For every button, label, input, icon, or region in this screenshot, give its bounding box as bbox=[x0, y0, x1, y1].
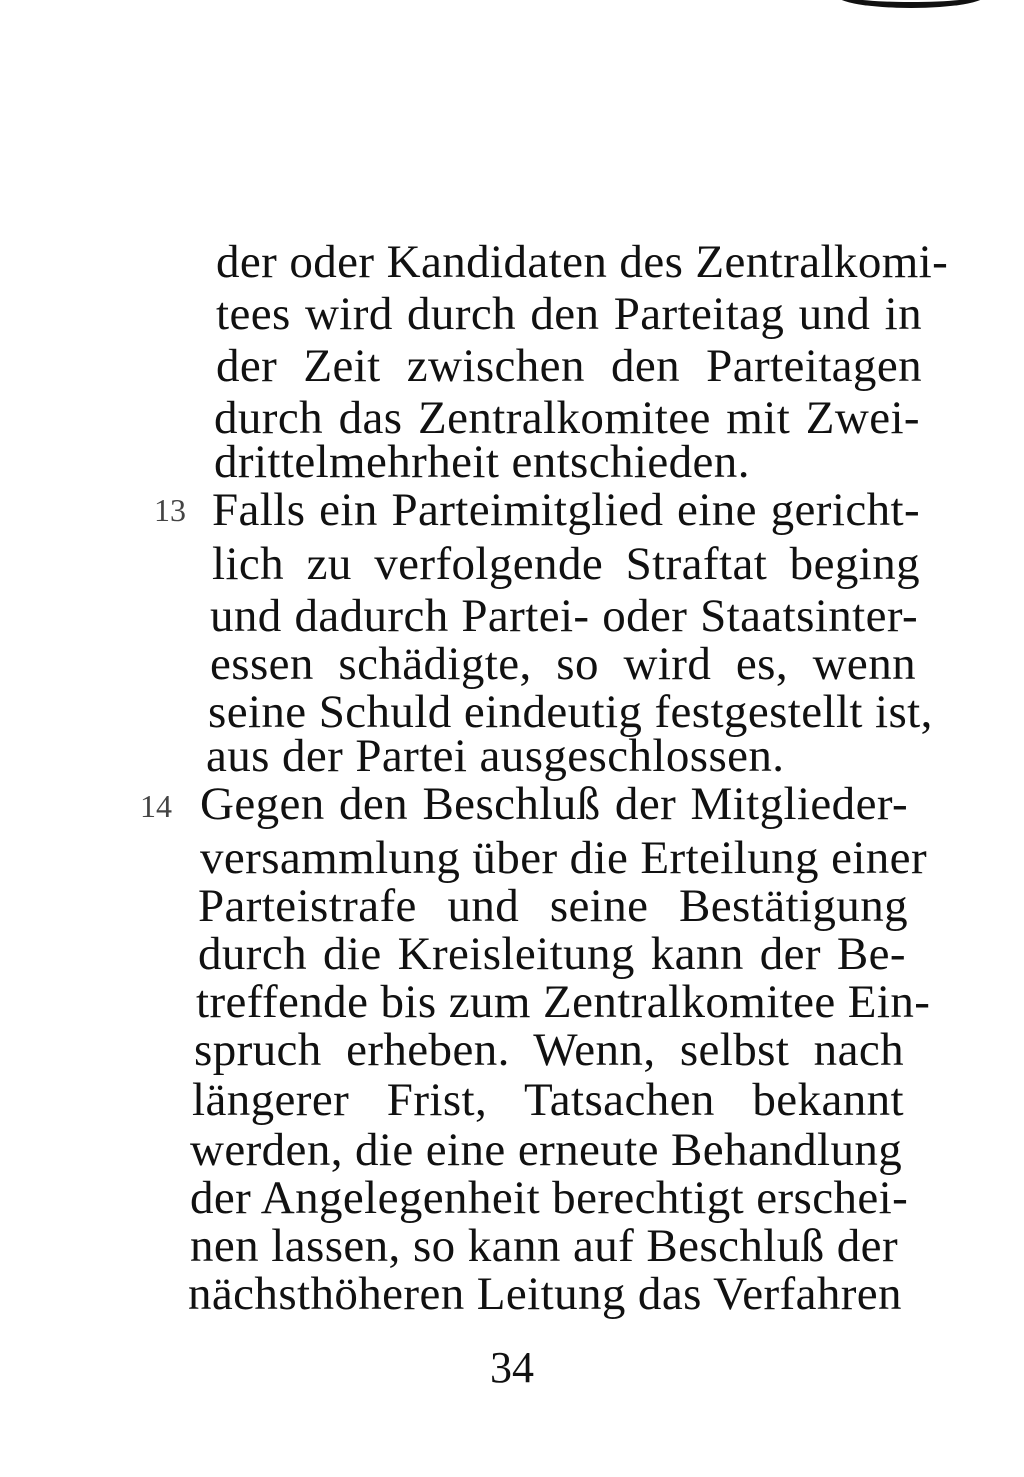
text-line: werden, die eine erneute Behandlung bbox=[190, 1124, 903, 1176]
paragraph-number: 14 bbox=[140, 788, 172, 824]
text-line: Gegen den Beschluß der Mitglieder- bbox=[200, 778, 908, 830]
text-line: treffende bis zum Zentralkomitee Ein- bbox=[196, 976, 931, 1028]
text-line: der Zeit zwischen den Parteitagen bbox=[216, 340, 922, 392]
text-line: der oder Kandidaten des Zentralkomi- bbox=[216, 236, 949, 288]
text-line: seine Schuld eindeutig festgestellt ist, bbox=[208, 686, 933, 738]
text-line: lich zu verfolgende Straftat beging bbox=[212, 538, 920, 590]
text-line: nächsthöheren Leitung das Verfahren bbox=[188, 1268, 902, 1320]
text-line: längerer Frist, Tatsachen bekannt bbox=[192, 1074, 904, 1126]
paragraph-number: 13 bbox=[154, 492, 186, 528]
text-line: tees wird durch den Parteitag und in bbox=[216, 288, 922, 340]
text-line: drittelmehrheit entschieden. bbox=[214, 436, 750, 488]
text-line: durch das Zentralkomitee mit Zwei- bbox=[214, 392, 920, 444]
text-line: Falls ein Parteimitglied eine gericht- bbox=[212, 484, 920, 536]
corner-scan-mark bbox=[836, 0, 986, 8]
text-line: spruch erheben. Wenn, selbst nach bbox=[194, 1024, 904, 1076]
text-line: Parteistrafe und seine Bestätigung bbox=[198, 880, 908, 932]
text-line: aus der Partei ausgeschlossen. bbox=[206, 730, 785, 782]
text-line: versammlung über die Erteilung einer bbox=[200, 832, 927, 884]
text-line: und dadurch Partei- oder Staatsinter- bbox=[210, 590, 918, 642]
text-line: nen lassen, so kann auf Beschluß der bbox=[190, 1220, 898, 1272]
text-line: essen schädigte, so wird es, wenn bbox=[210, 638, 916, 690]
text-line: der Angelegenheit berechtigt erschei- bbox=[190, 1172, 909, 1224]
text-line: durch die Kreisleitung kann der Be- bbox=[198, 928, 906, 980]
page-number: 34 bbox=[490, 1343, 534, 1392]
